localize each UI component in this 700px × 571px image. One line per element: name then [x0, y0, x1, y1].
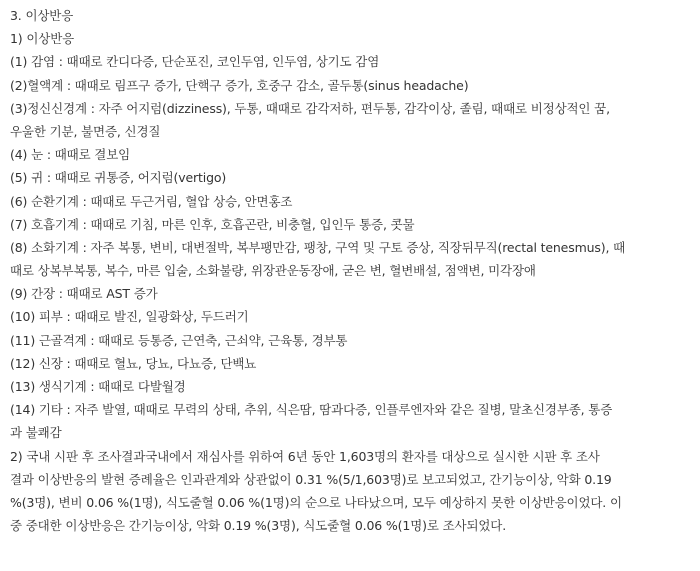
- item-line: (6) 순환기계 : 때때로 두근거림, 혈압 상승, 안면홍조: [10, 193, 293, 209]
- postmarketing-paragraph: [10, 445, 690, 538]
- item-line: 때로 상복부복통, 복수, 마른 입술, 소화불량, 위장관운동장애, 굳은 변, 혈변배설, 점액변, 미각장애: [10, 263, 536, 279]
- item-line: (3)정신신경계 : 자주 어지럼(dizziness), 두통, 때때로 감각저하, 편두통, 감각이상, 졸림, 때때로 비정상적인 꿈,: [10, 100, 610, 116]
- list-item: [10, 143, 690, 166]
- item-line: (14) 기타 : 자주 발열, 때때로 무력의 상태, 추위, 식은땀, 땀과다증, 인플루엔자와 같은 질병, 말초신경부종, 통증: [10, 402, 613, 418]
- list-item: [10, 74, 690, 97]
- list-item: [10, 190, 690, 213]
- item-line: (2)혈액계 : 때때로 림프구 증가, 단핵구 증가, 호중구 감소, 골두통(sinus headache): [10, 77, 469, 93]
- list-item: [10, 305, 690, 328]
- subsection-heading: 1) 이상반응: [10, 31, 75, 47]
- list-item: [10, 352, 690, 375]
- item-line: 과 불쾌감: [10, 425, 62, 441]
- item-line: (7) 호흡기계 : 때때로 기침, 마른 인후, 호흡곤란, 비충혈, 입인두 통증, 콧물: [10, 216, 415, 232]
- list-item: [10, 375, 690, 398]
- list-item: [10, 236, 690, 282]
- paragraph-line: %(3명), 변비 0.06 %(1명), 식도줄혈 0.06 %(1명)의 순으로 나타났으며, 모두 예상하지 못한 이상반응이었다. 이: [10, 494, 622, 510]
- item-line: (9) 간장 : 때때로 AST 증가: [10, 286, 158, 302]
- list-item: [10, 398, 690, 444]
- paragraph-line: 2) 국내 시판 후 조사결과국내에서 재심사를 위하여 6년 동안 1,603명의 환자를 대상으로 실시한 시판 후 조사: [10, 448, 600, 464]
- item-line: (11) 근골격계 : 때때로 등통증, 근연축, 근쇠약, 근육통, 경부통: [10, 332, 348, 348]
- section-heading: 3. 이상반응: [10, 8, 74, 23]
- list-item: [10, 329, 690, 352]
- list-item: [10, 50, 690, 73]
- item-line: (1) 감염 : 때때로 칸디다증, 단순포진, 코인두염, 인두염, 상기도 감염: [10, 54, 380, 70]
- list-item: [10, 166, 690, 189]
- paragraph-line: 결과 이상반응의 발현 증례율은 인과관계와 상관없이 0.31 %(5/1,603명)로 보고되었고, 간기능이상, 악화 0.19: [10, 471, 612, 487]
- list-item: [10, 282, 690, 305]
- item-line: (4) 눈 : 때때로 결보임: [10, 147, 131, 163]
- item-line: (5) 귀 : 때때로 귀통증, 어지럼(vertigo): [10, 170, 227, 186]
- item-line: (10) 피부 : 때때로 발진, 일광화상, 두드러기: [10, 309, 249, 325]
- list-item: [10, 213, 690, 236]
- item-line: (8) 소화기계 : 자주 복통, 변비, 대변절박, 복부팽만감, 팽창, 구역 및 구토 증상, 직장뒤무직(rectal tenesmus), 때: [10, 239, 626, 255]
- item-line: (13) 생식기계 : 때때로 다발월경: [10, 379, 186, 394]
- paragraph-line: 중 중대한 이상반응은 간기능이상, 악화 0.19 %(3명), 식도줄혈 0.06 %(1명)로 조사되었다.: [10, 518, 507, 534]
- item-line: 우울한 기분, 불면증, 신경질: [10, 123, 161, 139]
- item-line: (12) 신장 : 때때로 혈뇨, 당뇨, 다뇨증, 단백뇨: [10, 355, 257, 371]
- list-item: [10, 97, 690, 143]
